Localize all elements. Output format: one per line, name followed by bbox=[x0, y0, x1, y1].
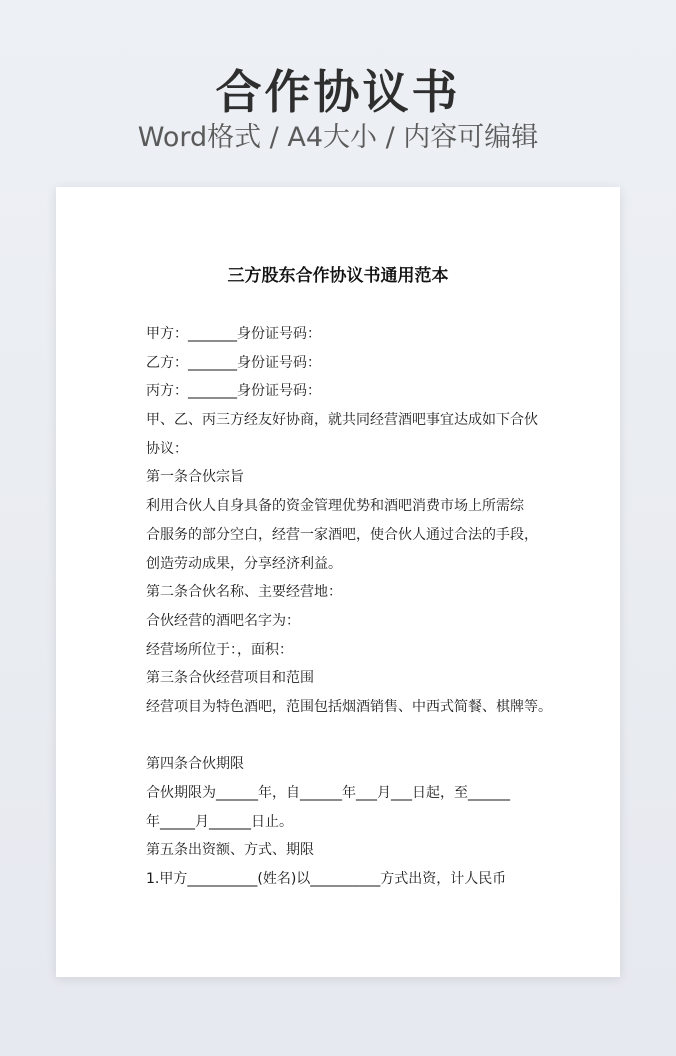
paragraph-line: 1.甲方__________(姓名)以__________方式出资，计人民币 bbox=[146, 871, 507, 888]
banner-subtitle: Word格式 / A4大小 / 内容可编辑 bbox=[137, 122, 539, 153]
paragraph-line: 合服务的部分空白，经营一家酒吧，使合伙人通过合法的手段， bbox=[146, 526, 538, 543]
paragraph-line: 合伙经营的酒吧名字为： bbox=[146, 612, 300, 629]
paragraph-line: 年_____月______日止。 bbox=[146, 813, 293, 830]
paragraph-line: 经营场所位于：，面积： bbox=[146, 641, 293, 658]
paragraph-line: 合伙期限为______年，自______年___月___日起，至______ bbox=[146, 785, 510, 801]
document-title: 三方股东合作协议书通用范本 bbox=[227, 266, 449, 286]
section-heading: 第三条合伙经营项目和范围 bbox=[146, 670, 314, 687]
paragraph-line: 利用合伙人自身具备的资金管理优势和酒吧消费市场上所需综 bbox=[146, 498, 524, 515]
section-heading: 第二条合伙名称、主要经营地： bbox=[146, 584, 342, 601]
section-heading: 第一条合伙宗旨 bbox=[146, 469, 244, 486]
paragraph-line: 创造劳动成果，分享经济利益。 bbox=[146, 555, 342, 572]
party-a-line: 甲方：_______身份证号码： bbox=[146, 326, 321, 342]
blank-line bbox=[146, 722, 536, 751]
document-body bbox=[146, 320, 552, 894]
paragraph-line: 协议： bbox=[146, 440, 188, 457]
paragraph-line: 经营项目为特色酒吧，范围包括烟酒销售、中西式简餐、棋牌等。 bbox=[146, 698, 552, 715]
section-heading: 第四条合伙期限 bbox=[146, 756, 244, 773]
paragraph-line: 甲、乙、丙三方经友好协商，就共同经营酒吧事宜达成如下合伙 bbox=[146, 412, 538, 429]
party-b-line: 乙方：_______身份证号码： bbox=[146, 354, 321, 371]
section-heading: 第五条出资额、方式、期限 bbox=[146, 842, 314, 859]
banner-title: 合作协议书 bbox=[215, 65, 461, 119]
party-c-line: 丙方：_______身份证号码： bbox=[146, 383, 321, 400]
document-page bbox=[56, 187, 620, 977]
